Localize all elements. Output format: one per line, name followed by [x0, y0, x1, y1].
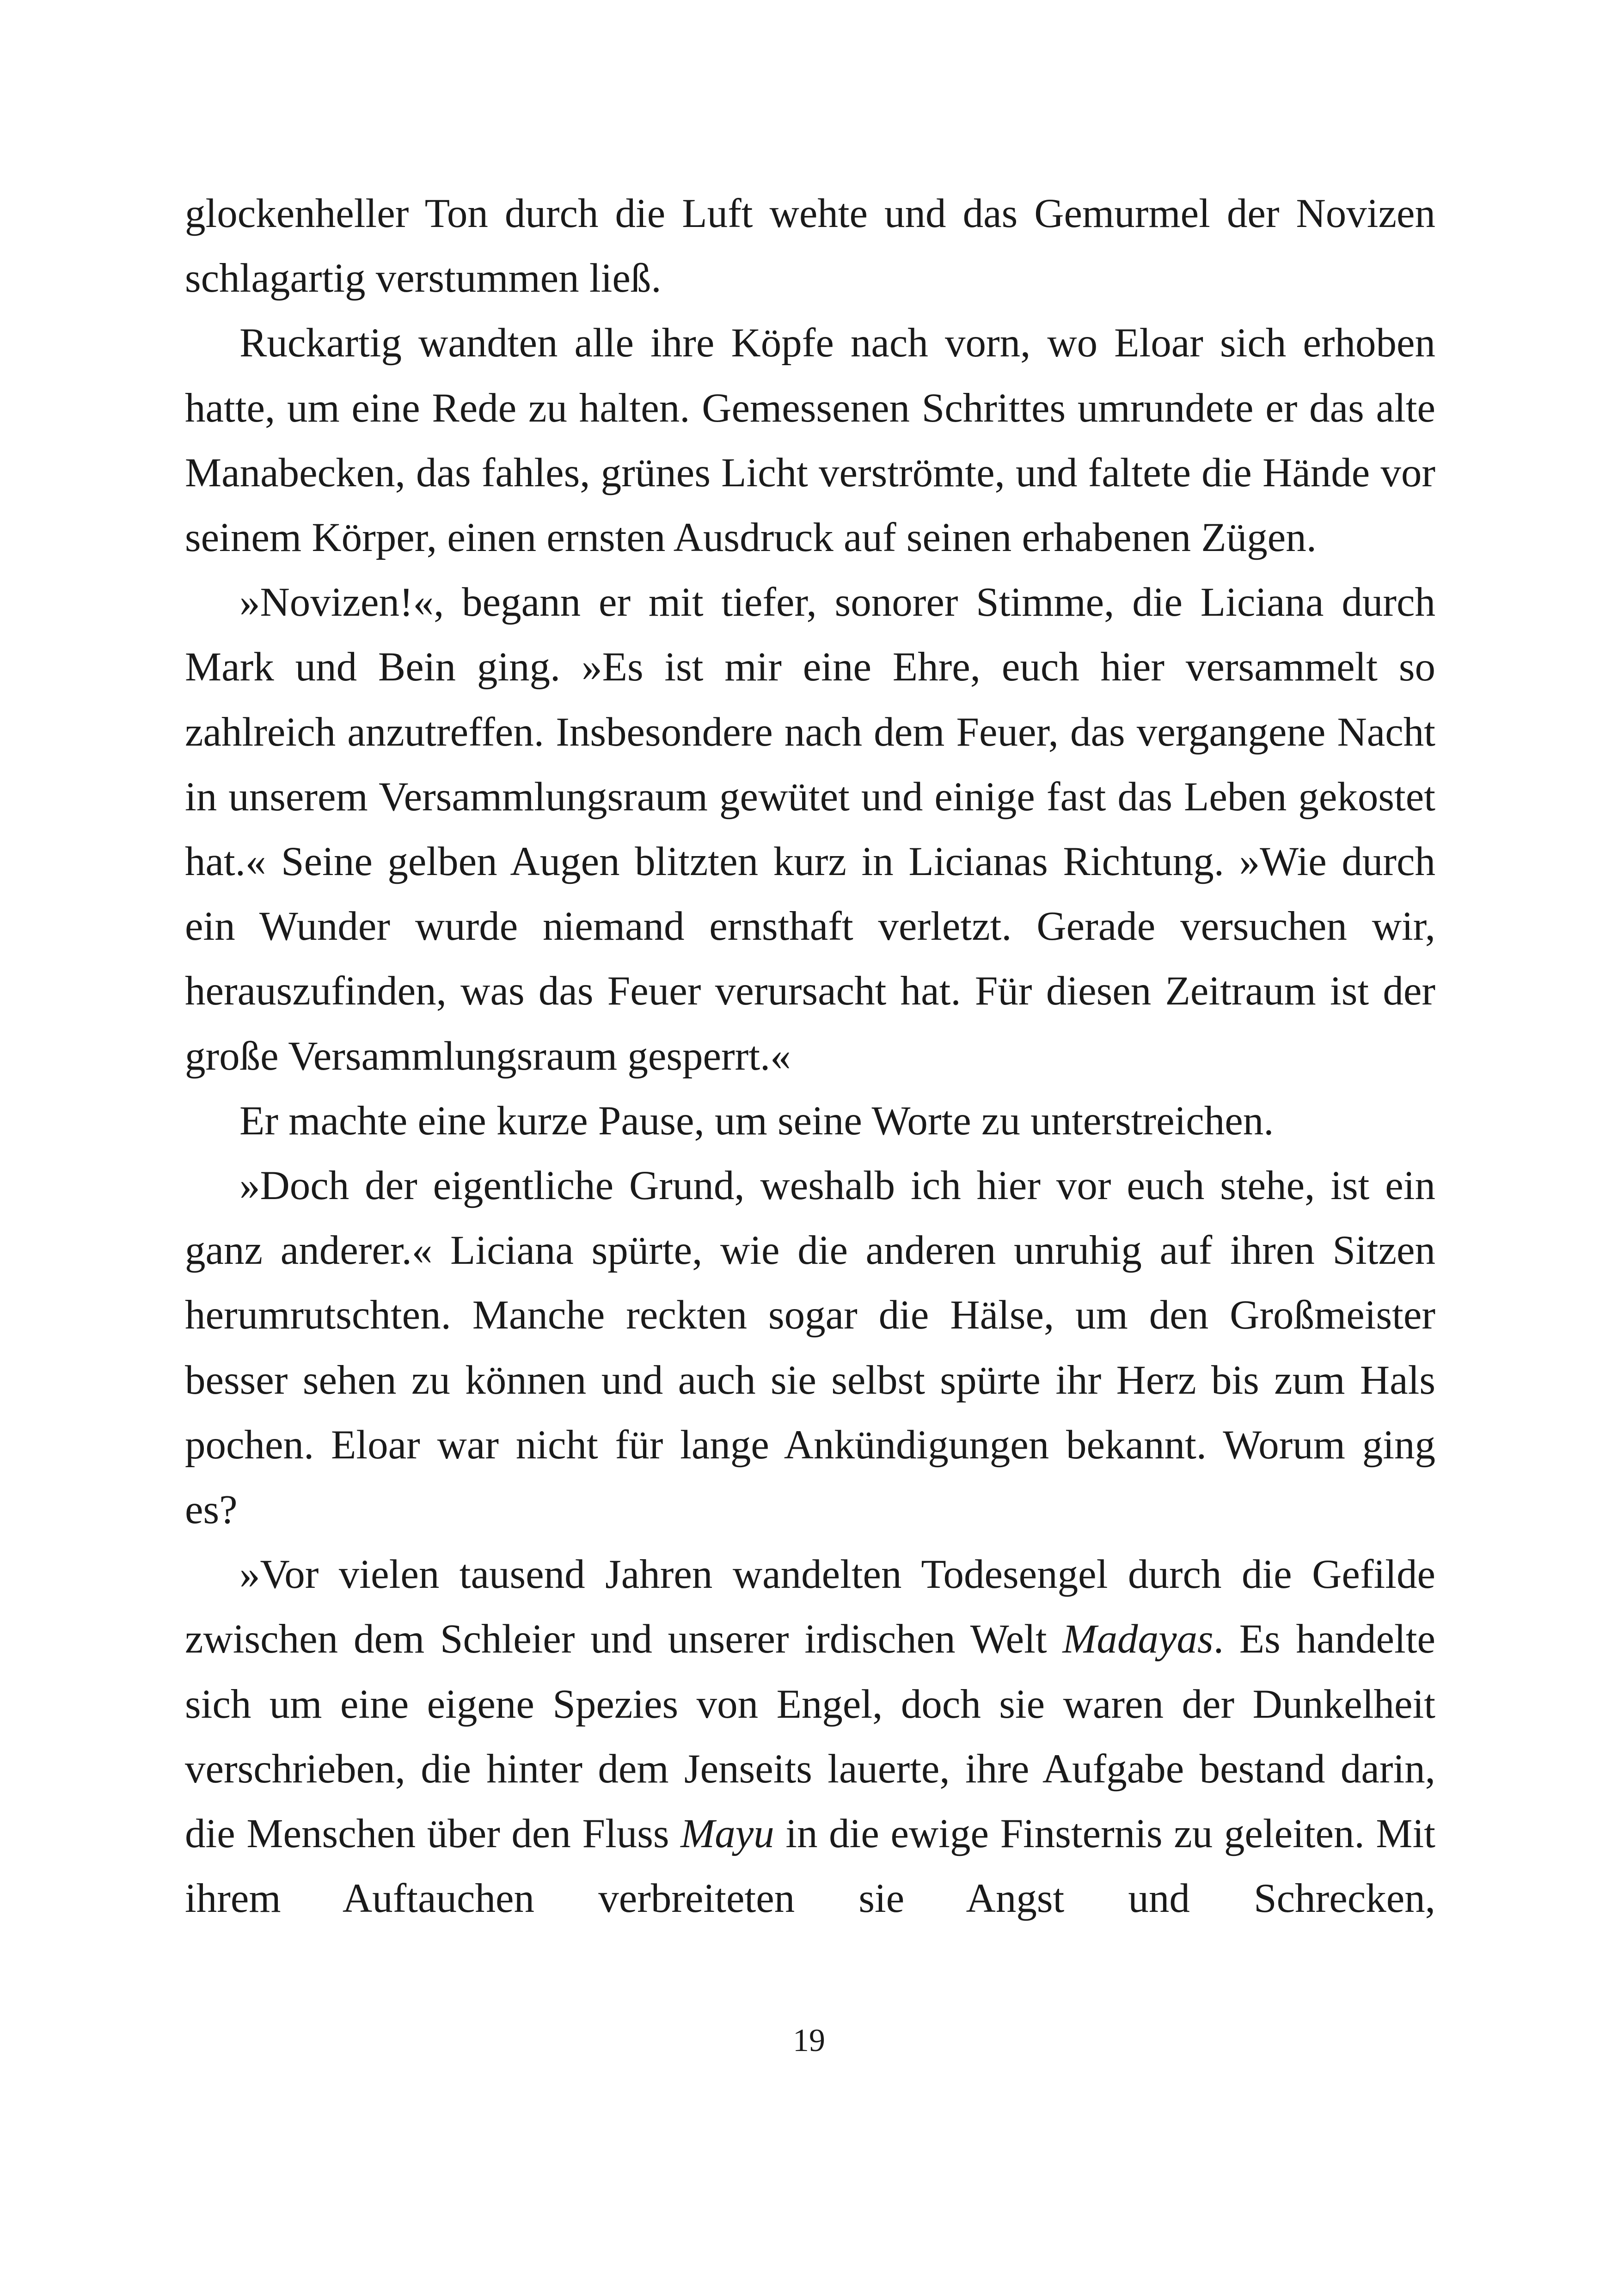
paragraph-3 — [185, 570, 1435, 1089]
body-text — [185, 181, 1435, 1931]
paragraph-text: »Doch der eigentliche Grund, weshalb ich hier vor euch stehe, ist ein ganz anderer.« Liciana spürte, wie die anderen unruhig auf ihren Sitzen herumrutschten. Manche reckten sogar die Hälse, um den Großmeister besser sehen zu können und auch sie selbst spürte ihr Herz bis zum Hals pochen. Eloar war nicht für lange Ankündigungen bekannt. Worum ging es? — [185, 1163, 1435, 1533]
paragraph-text: in die ewige Finsternis zu geleiten. Mit ihrem Auftauchen verbreiteten sie Angst und Schrecken, — [185, 1811, 1435, 1922]
paragraph-text: »Vor vielen tausend Jahren wandelten Todesengel durch die Gefilde zwischen dem Schleier und unserer irdischen Welt — [185, 1552, 1435, 1662]
italic-river-name: Mayu — [680, 1811, 774, 1857]
paragraph-text: glockenheller Ton durch die Luft wehte und das Gemurmel der Novizen schlagartig verstummen ließ. — [185, 191, 1435, 301]
paragraph-5 — [185, 1153, 1435, 1542]
page-number: 19 — [793, 2023, 825, 2058]
paragraph-1 — [185, 181, 1435, 311]
paragraph-text: Er machte eine kurze Pause, um seine Worte zu unterstreichen. — [239, 1098, 1274, 1144]
paragraph-2 — [185, 311, 1435, 570]
paragraph-6 — [185, 1542, 1435, 1931]
italic-place-name: Madayas — [1062, 1616, 1214, 1662]
paragraph-text: . Es handelte sich um eine eigene Spezies von Engel, doch sie waren der Dunkelheit verschrieben, die hinter dem Jenseits lauerte, ihre Aufgabe bestand darin, die Menschen über den Fluss — [185, 1616, 1435, 1857]
paragraph-text: Ruckartig wandten alle ihre Köpfe nach vorn, wo Eloar sich erhoben hatte, um eine Rede zu halten. Gemessenen Schrittes umrundete er das alte Manabecken, das fahles, grünes Licht verströmte, und faltete die Hände vor seinem Körper, einen ernsten Ausdruck auf seinen erhabenen Zügen. — [185, 320, 1435, 561]
paragraph-text: »Novizen!«, begann er mit tiefer, sonorer Stimme, die Liciana durch Mark und Bein ging. »Es ist mir eine Ehre, euch hier versammelt so zahlreich anzutreffen. Insbesondere nach dem Feuer, das vergangene Nacht in unserem Versammlungsraum gewütet und einige fast das Leben gekostet hat.« Seine gelben Augen blitzten kurz in Licianas Richtung. »Wie durch ein Wunder wurde niemand ernsthaft verletzt. Gerade versuchen wir, herauszufinden, was das Feuer verursacht hat. Für diesen Zeitraum ist der große Versammlungsraum gesperrt.« — [185, 580, 1435, 1079]
paragraph-4 — [185, 1089, 1435, 1153]
